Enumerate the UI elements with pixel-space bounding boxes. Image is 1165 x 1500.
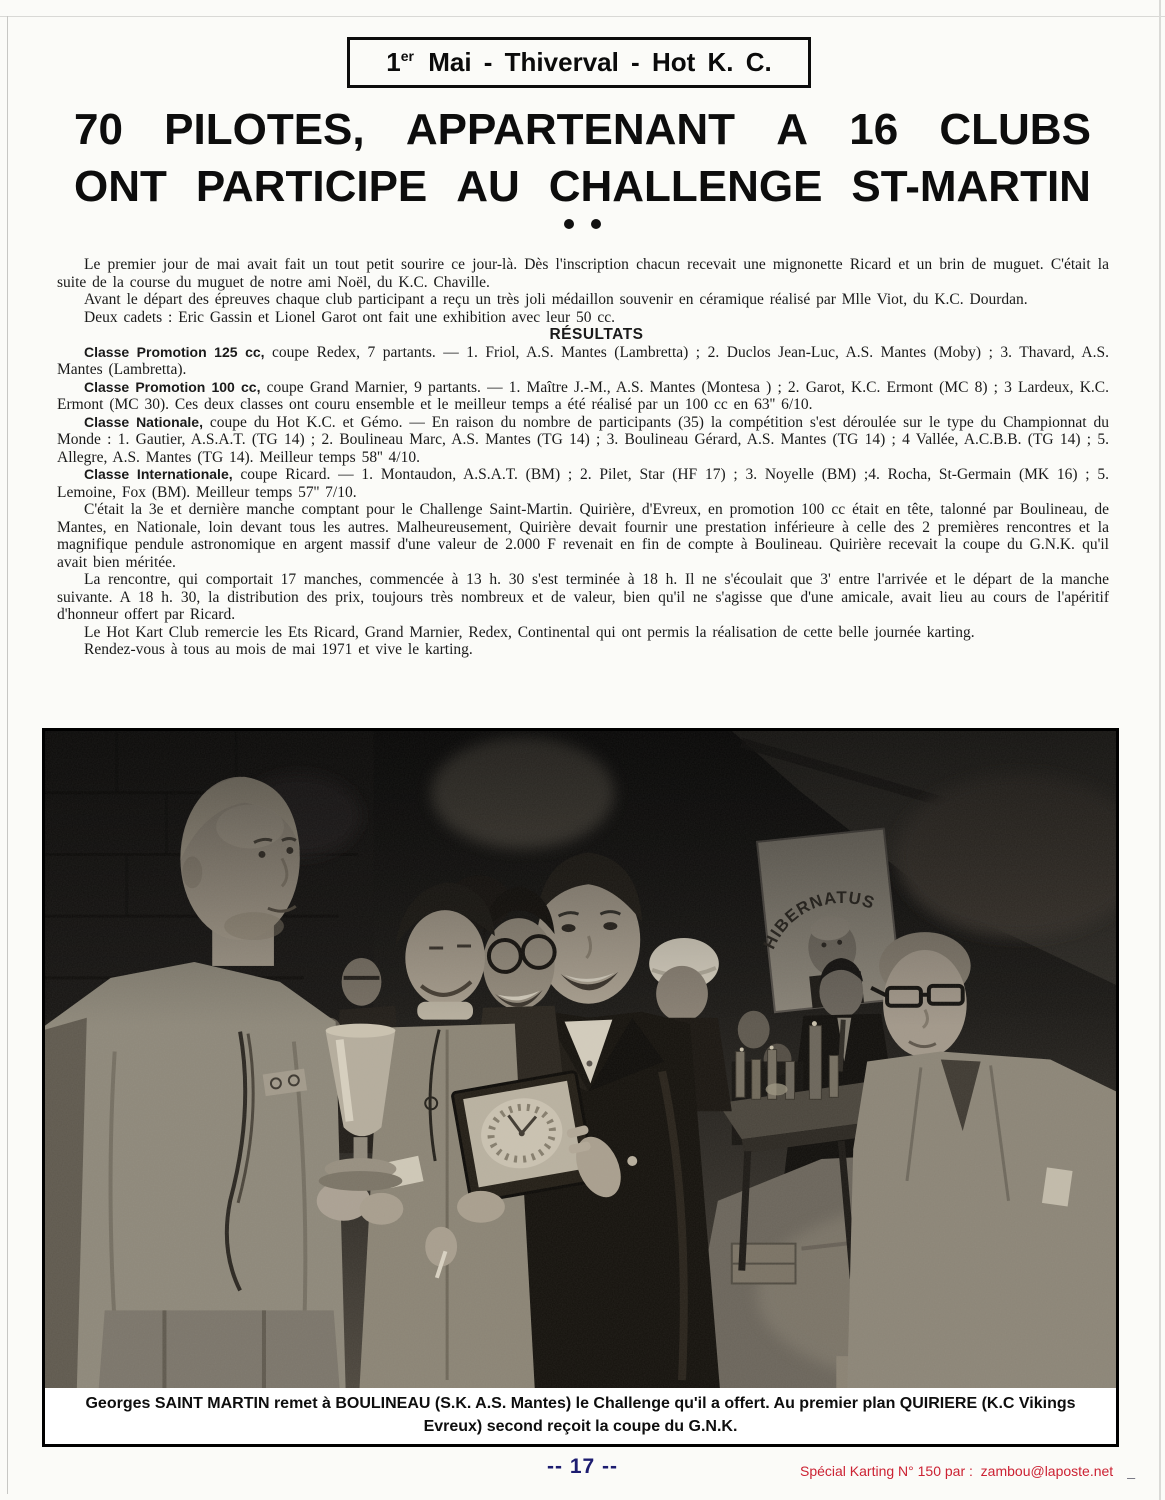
- result-class-promotion-100: [57, 379, 1109, 414]
- paragraph: Le premier jour de mai avait fait un tout petit sourire ce jour-là. Dès l'inscription chacun recevait une mignonette Ricard et un brin de muguet. C'était la suite de la course du muguet de notre ami Noël, du K.C. Chaville.: [57, 256, 1109, 291]
- paragraph: La rencontre, qui comportait 17 manches, commencée à 13 h. 30 s'est terminée à 18 h. Il ne s'écoulait que 3' entre l'arrivée et le départ de la manche suivante. A 18 h. 30, la distribution des prix, toujours très nombreux et de valeur, bien qu'il ne s'agisse que d'une amicale, avait lieu au cours de l'apéritif d'honneur offert par Ricard.: [57, 571, 1109, 623]
- results-heading: RÉSULTATS: [549, 326, 644, 343]
- dot-icon: [564, 219, 574, 229]
- kicker-text: 1er Mai - Thiverval - Hot K. C.: [386, 47, 772, 77]
- result-lead: Classe Internationale,: [84, 466, 233, 482]
- result-class-internationale: [57, 466, 1109, 501]
- headline: [74, 101, 1091, 215]
- headline-line-1: 70 PILOTES, APPARTENANT A 16 CLUBS: [74, 105, 1091, 154]
- result-text: coupe du Hot K.C. et Gémo. — En raison du nombre de participants (35) la compétition s'est déroulée sur le type du Championnat du Monde : 1. Gautier, A.S.A.T. (TG 14) ; 2. Boulineau Marc, A.S. Mantes (TG 14) ; 3. Boulineau Gérard, A.S. Mantes (TG 14) ; 4 Vallée, A.C.B.B. (TG 14) ; 5. Allegre, A.S. Mantes (TG 14). Meilleur temps 58'' 4/10.: [57, 413, 1110, 466]
- credit-line: [800, 1463, 1135, 1479]
- kicker-box: [347, 37, 811, 88]
- paragraph: C'était la 3e et dernière manche comptant pour le Challenge Saint-Martin. Quirière, d'Evreux, en promotion 100 cc était en tête, talonné par Boulineau, de Mantes, en Nationale, loin devant tous les autres. Malheureusement, Quirière devait fournir une prestation inférieure à celle des 2 premières rencontres et la magnifique pendule astronomique en argent massif d'une valeur de 2.000 F revenait en fin de compte à Boulineau. Quirière recevait la coupe du G.N.K. qu'il avait bien méritée.: [57, 501, 1109, 571]
- result-text: coupe Ricard. — 1. Montaudon, A.S.A.T. (BM) ; 2. Pilet, Star (HF 17) ; 3. Noyelle (BM) ;4. Rocha, St-Germain (MK 16) ; 5. Lemoine, Fox (BM). Meilleur temps 57'' 7/10.: [57, 466, 1110, 501]
- event-photo: [45, 731, 1116, 1388]
- headline-ornament-dots: [0, 219, 1165, 229]
- credit-suffix: _: [1127, 1463, 1135, 1479]
- film-grain-overlay: [45, 731, 1116, 1388]
- scan-edge-top: [0, 16, 1165, 17]
- result-lead: Classe Promotion 125 cc,: [84, 343, 265, 360]
- scan-edge-left: [7, 16, 8, 1494]
- dot-icon: [591, 219, 601, 229]
- paragraph: Deux cadets : Eric Gassin et Lionel Garot ont fait une exhibition avec leur 50 cc.: [84, 308, 615, 326]
- paragraph: Le Hot Kart Club remercie les Ets Ricard, Grand Marnier, Redex, Continental qui ont permis la réalisation de cette belle journée karting.: [84, 623, 975, 641]
- kicker-superscript: er: [400, 48, 414, 65]
- headline-line-2: ONT PARTICIPE AU CHALLENGE ST-MARTIN: [74, 162, 1091, 211]
- article-body: [57, 256, 1109, 659]
- result-class-nationale: [57, 414, 1109, 467]
- result-text: coupe Grand Marnier, 9 partants. — 1. Maître J.-M., A.S. Mantes (Montesa ) ; 2. Garot, K.C. Ermont (MC 8) ; 3 Lardeux, K.C. Ermont (MC 30). Ces deux classes ont couru ensemble et le meilleur temps a été réalisé par un 100 cc en 63'' 6/10.: [57, 378, 1109, 413]
- photo-caption: Georges SAINT MARTIN remet à BOULINEAU (S.K. A.S. Mantes) le Challenge qu'il a offert. Au premier plan QUIRIERE (K.C Vikings Evreux) second reçoit la coupe du G.N.K.: [85, 1395, 1076, 1435]
- photo-frame: [42, 728, 1119, 1447]
- credit-text: Spécial Karting N° 150 par : zambou@laposte.net: [799, 1463, 1114, 1479]
- result-lead: Classe Nationale,: [84, 413, 203, 430]
- paragraph: Rendez-vous à tous au mois de mai 1971 et vive le karting.: [84, 641, 473, 658]
- paragraph: Avant le départ des épreuves chaque club participant a reçu un très joli médaillon souvenir en céramique réalisé par Mlle Viot, du K.C. Dourdan.: [84, 291, 1028, 308]
- page-number: -- 17 --: [547, 1455, 618, 1478]
- result-class-promotion-125: [57, 344, 1109, 379]
- result-lead: Classe Promotion 100 cc,: [84, 378, 261, 395]
- result-text: coupe Redex, 7 partants. — 1. Friol, A.S. Mantes (Lambretta) ; 2. Duclos Jean-Luc, A.S. Mantes (Moby) ; 3. Thavard, A.S. Mantes (Lambretta).: [57, 343, 1109, 378]
